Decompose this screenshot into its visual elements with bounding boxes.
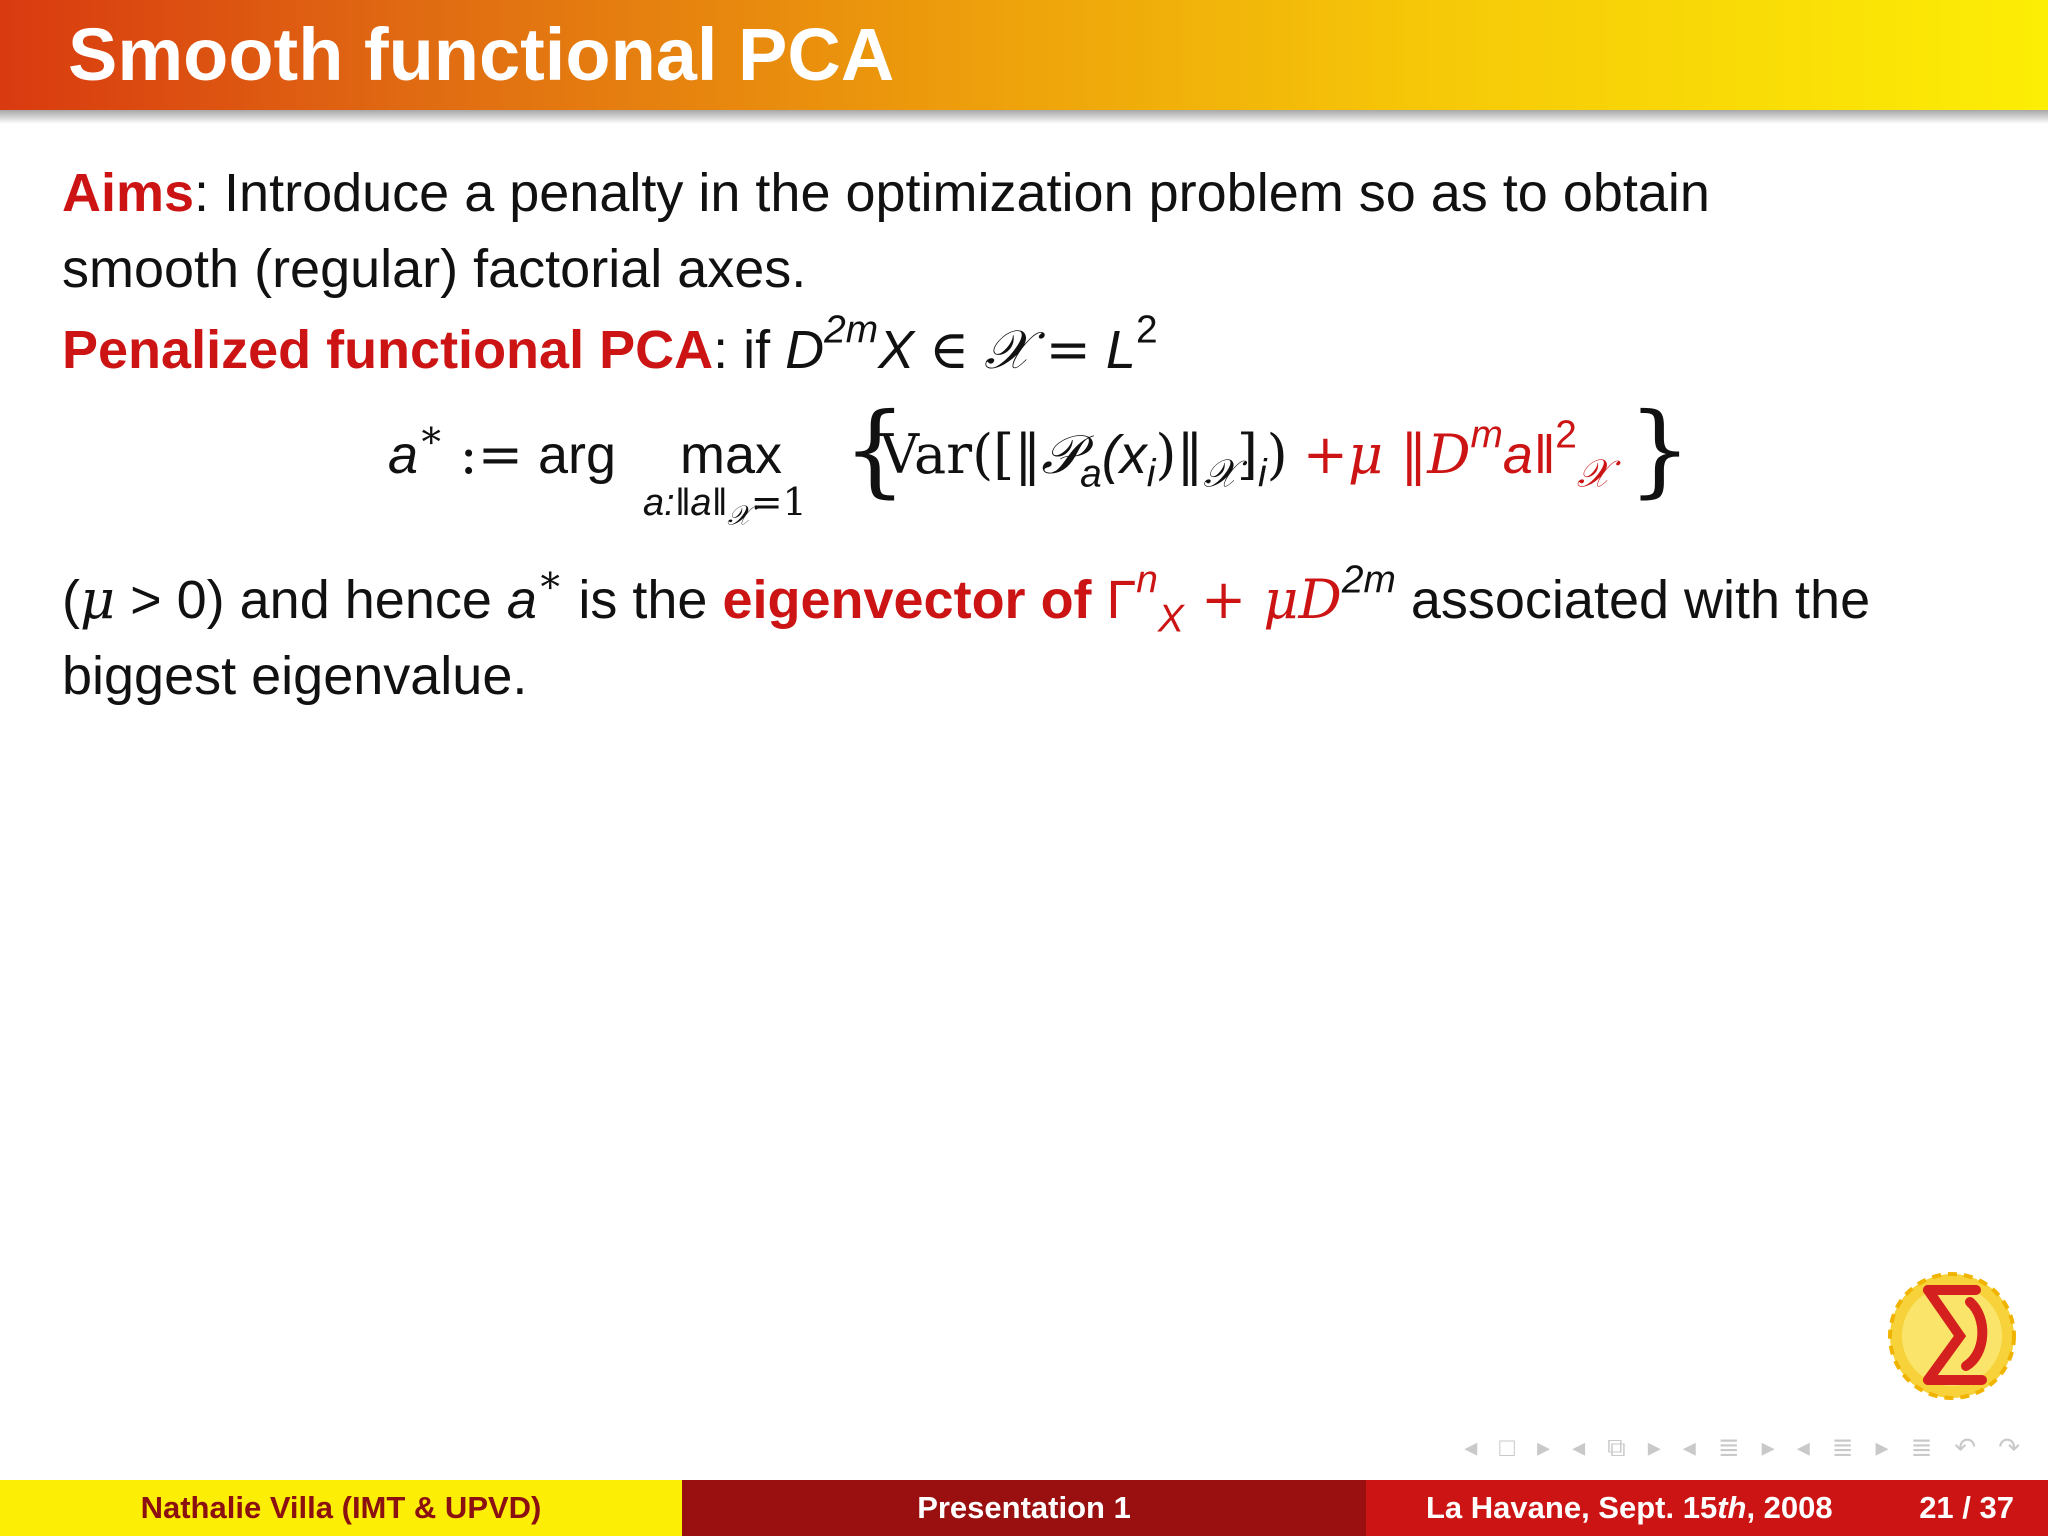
footer-page-number: 21 / 37	[1919, 1490, 2014, 1525]
display-equation	[388, 390, 1692, 540]
nav-frame-icon[interactable]: □	[1499, 1432, 1515, 1462]
conclusion-gt: > 0) and hence	[115, 570, 507, 630]
eq-max: max	[680, 425, 783, 485]
nav-prev-document-icon[interactable]: ◂	[1796, 1432, 1810, 1462]
footer-presentation: Presentation 1	[682, 1480, 1366, 1536]
penalized-condition-prefix: : if	[713, 320, 771, 380]
eq-penalty-a: a‖	[1502, 425, 1556, 485]
eq-bracket-close: ]	[1236, 423, 1258, 486]
eq-penalty-sup: 2	[1555, 413, 1577, 457]
title-bar	[0, 0, 2048, 110]
nav-next-subsection-icon[interactable]: ▸	[1647, 1432, 1661, 1462]
footer-date-suffix: , 2008	[1746, 1490, 1833, 1525]
slide-title: Smooth functional PCA	[68, 13, 895, 96]
eq-under-tail: =1	[750, 480, 807, 524]
eq-penalty-sub: 𝒳	[1576, 451, 1611, 497]
eq-P-sub: a	[1080, 452, 1102, 496]
math-D: D	[785, 320, 825, 380]
eq-under: a:‖a‖	[643, 482, 728, 524]
nav-next-frame-icon[interactable]: ▸	[1537, 1432, 1551, 1462]
footer-date	[1426, 1480, 1833, 1536]
title-bar-shadow	[0, 110, 2048, 124]
eq-star: ∗	[418, 412, 445, 458]
math-exp-2m: 2m	[824, 308, 879, 352]
nav-prev-frame-icon[interactable]: ◂	[1464, 1432, 1478, 1462]
eq-arg-close: )‖	[1155, 423, 1204, 486]
institution-logo	[1878, 1262, 2026, 1410]
conclusion-star: ∗	[536, 557, 564, 603]
conclusion-a: a	[506, 570, 537, 630]
eq-open-brace: {	[843, 391, 907, 508]
eq-bracket-sub: i	[1257, 452, 1267, 496]
aims-text-line1: : Introduce a penalty in the optimization problem so as to obtain	[194, 163, 1710, 223]
math-in: ∈	[929, 318, 970, 381]
nav-forward-icon[interactable]: ↷	[1998, 1432, 2020, 1462]
eq-objective	[880, 413, 1611, 497]
eq-norm-sub: 𝒳	[1203, 451, 1237, 497]
aims-label: Aims	[62, 163, 195, 223]
eq-penalty-exp: m	[1470, 413, 1503, 457]
math-equals: =	[1045, 318, 1091, 381]
conclusion-open: (	[62, 570, 80, 630]
operator-exp: 2m	[1341, 558, 1396, 602]
nav-section-icon[interactable]: ≣	[1717, 1432, 1740, 1462]
gamma-symbol: Γ	[1106, 570, 1137, 630]
eq-close-brace: }	[1628, 391, 1692, 508]
aims-paragraph	[62, 155, 1710, 307]
nav-document-icon[interactable]: ≣	[1831, 1432, 1854, 1462]
gamma-sub: X	[1157, 597, 1184, 641]
nav-next-section-icon[interactable]: ▸	[1761, 1432, 1775, 1462]
eq-penalty	[1302, 413, 1611, 497]
conclusion-tail: associated with the	[1395, 570, 1871, 630]
penalized-label: Penalized functional PCA	[62, 320, 714, 380]
nav-appendix-icon[interactable]: ≣	[1910, 1432, 1933, 1462]
math-X: X	[878, 320, 915, 380]
math-calX: 𝒳	[984, 318, 1031, 381]
penalized-paragraph	[62, 308, 1158, 388]
nav-prev-subsection-icon[interactable]: ◂	[1572, 1432, 1586, 1462]
eq-defeq: :=	[459, 423, 523, 486]
eq-arg-open: (x	[1101, 425, 1147, 485]
conclusion-line2: biggest eigenvalue.	[62, 646, 528, 706]
eq-paren-close: )	[1266, 423, 1288, 486]
eq-arg-sub: i	[1146, 452, 1156, 496]
eigenvector-label: eigenvector of	[722, 570, 1107, 630]
eq-a: a	[388, 425, 419, 485]
nav-next-document-icon[interactable]: ▸	[1875, 1432, 1889, 1462]
conclusion-paragraph	[62, 557, 1871, 714]
eq-lhs	[388, 412, 617, 490]
nav-back-icon[interactable]: ↶	[1954, 1432, 1977, 1462]
footer-date-th: th	[1717, 1490, 1747, 1525]
eq-inner-open: ([‖	[972, 423, 1042, 486]
footer-date-prefix: La Havane, Sept. 15	[1426, 1490, 1718, 1525]
math-L: L	[1105, 320, 1136, 380]
conclusion-is-the: is the	[563, 570, 723, 630]
aims-text-line2: smooth (regular) factorial axes.	[62, 239, 807, 299]
conclusion-mu: μ	[79, 568, 116, 631]
navigation-controls	[1464, 1432, 2020, 1464]
eigen-operator	[1106, 558, 1342, 641]
footer-author: Nathalie Villa (IMT & UPVD)	[0, 1480, 682, 1536]
eq-var: Var	[880, 423, 973, 486]
eq-arg: arg	[537, 425, 617, 485]
eq-penalty-term: +μ ‖D	[1302, 423, 1471, 486]
gamma-sup: n	[1136, 558, 1158, 602]
operator-plus-mu-D: + μD	[1183, 568, 1342, 631]
math-exp-2: 2	[1135, 308, 1158, 352]
eq-projection-P: 𝒫	[1041, 423, 1081, 486]
eq-max-subscript	[643, 480, 807, 532]
nav-prev-section-icon[interactable]: ◂	[1682, 1432, 1696, 1462]
eq-under-sub: 𝒳	[727, 500, 751, 532]
footer-info	[1366, 1480, 2048, 1536]
nav-subsection-icon[interactable]: ⧉	[1607, 1432, 1626, 1462]
footer	[0, 1480, 2048, 1536]
